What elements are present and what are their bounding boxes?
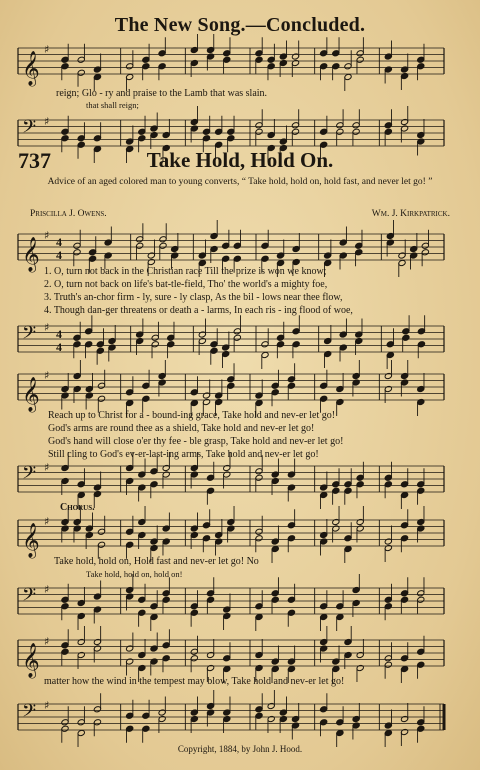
sharp-icon: ♯ [44,583,50,596]
hymn-title: Take Hold, Hold On. [146,148,334,172]
page-title: The New Song.—Concluded. [114,14,366,36]
staff-treble-1 [0,40,480,84]
verse-line: 4. Though dan-ger threatens or death a - larms, In each ris - ing flood of woe, [44,305,353,316]
hymn-number: 737 [18,148,51,173]
verse-line: God's arms are round thee as a shield, Take hold and nev-er let go! [48,423,315,434]
bass-clef-icon: 𝄢 [22,585,37,610]
author: Priscilla J. Owens. [30,209,107,219]
time-signature-bottom: 4 [56,248,62,262]
sharp-icon: ♯ [44,461,50,474]
bass-clef-icon: 𝄢 [22,117,37,142]
verse-line: Still cling to God's ev-er-last-ing arms, Take hold and nev-er let go! [48,449,319,460]
treble-clef-icon: 𝄞 [22,377,40,412]
staff-treble-5 [0,632,480,676]
hymn-note: Advice of an aged colored man to young converts, “ Take hold, hold on, hold fast, and never let go! ” [47,177,433,187]
time-signature-top: 4 [56,235,62,249]
sharp-icon: ♯ [44,369,50,382]
time-signature-bottom: 4 [56,340,62,354]
bass-clef-icon: 𝄢 [22,701,37,726]
treble-clef-icon: 𝄞 [22,643,40,678]
verse-line: 1. O, turn not back in the Christian race Till the prize is won we know; [44,266,327,277]
bass-clef-icon: 𝄢 [22,463,37,488]
chorus-label: Chorus. [60,502,95,513]
bass-clef-icon: 𝄢 [22,323,37,348]
sharp-icon: ♯ [44,43,50,56]
treble-clef-icon: 𝄞 [22,51,40,86]
sharp-icon: ♯ [44,229,50,242]
composer: Wm. J. Kirkpatrick. [371,209,450,219]
chorus-line: matter how the wind in the tempest may blow, Take hold and nev-er let go! [44,676,345,687]
verse-line: God's hand will close o'er thy fee - ble grasp, Take hold and nev-er let go! [48,436,344,447]
verse-line: 3. Truth's an-chor firm - ly, sure - ly clasp, As the bil - lows near thee flow, [44,292,343,303]
sharp-icon: ♯ [44,635,50,648]
hymn-header [18,148,462,172]
treble-clef-icon: 𝄞 [22,523,40,558]
staff-treble-3 [0,366,480,410]
staff-bass-5 [0,696,480,740]
staff-bass-3 [0,458,480,502]
treble-clef-icon: 𝄞 [22,237,40,272]
staff-treble-2 [0,226,480,270]
staff-treble-4 [0,512,480,556]
lyric-line: reign; Glo - ry and praise to the Lamb that was slain. [56,88,268,99]
chorus-line: Take hold, hold on, Hold fast and nev-er let go! No [54,556,259,567]
sharp-icon: ♯ [44,321,50,334]
staff-bass-4 [0,580,480,624]
chorus-bass-line: Take hold, hold on, hold on! [86,569,183,579]
verse-line: Reach up to Christ for a - bound-ing grace, Take hold and nev-er let go! [48,410,336,421]
copyright: Copyright, 1884, by John J. Hood. [177,744,303,754]
staff-bass-2 [0,318,480,362]
time-signature-top: 4 [56,327,62,341]
sharp-icon: ♯ [44,699,50,712]
hymn-credits [30,209,450,223]
verse-line: 2. O, turn not back on life's bat-tle-field, Tho' the world's a mighty foe, [44,279,328,290]
lyric-line: that shall reign; [86,100,139,110]
sharp-icon: ♯ [44,115,50,128]
sharp-icon: ♯ [44,515,50,528]
